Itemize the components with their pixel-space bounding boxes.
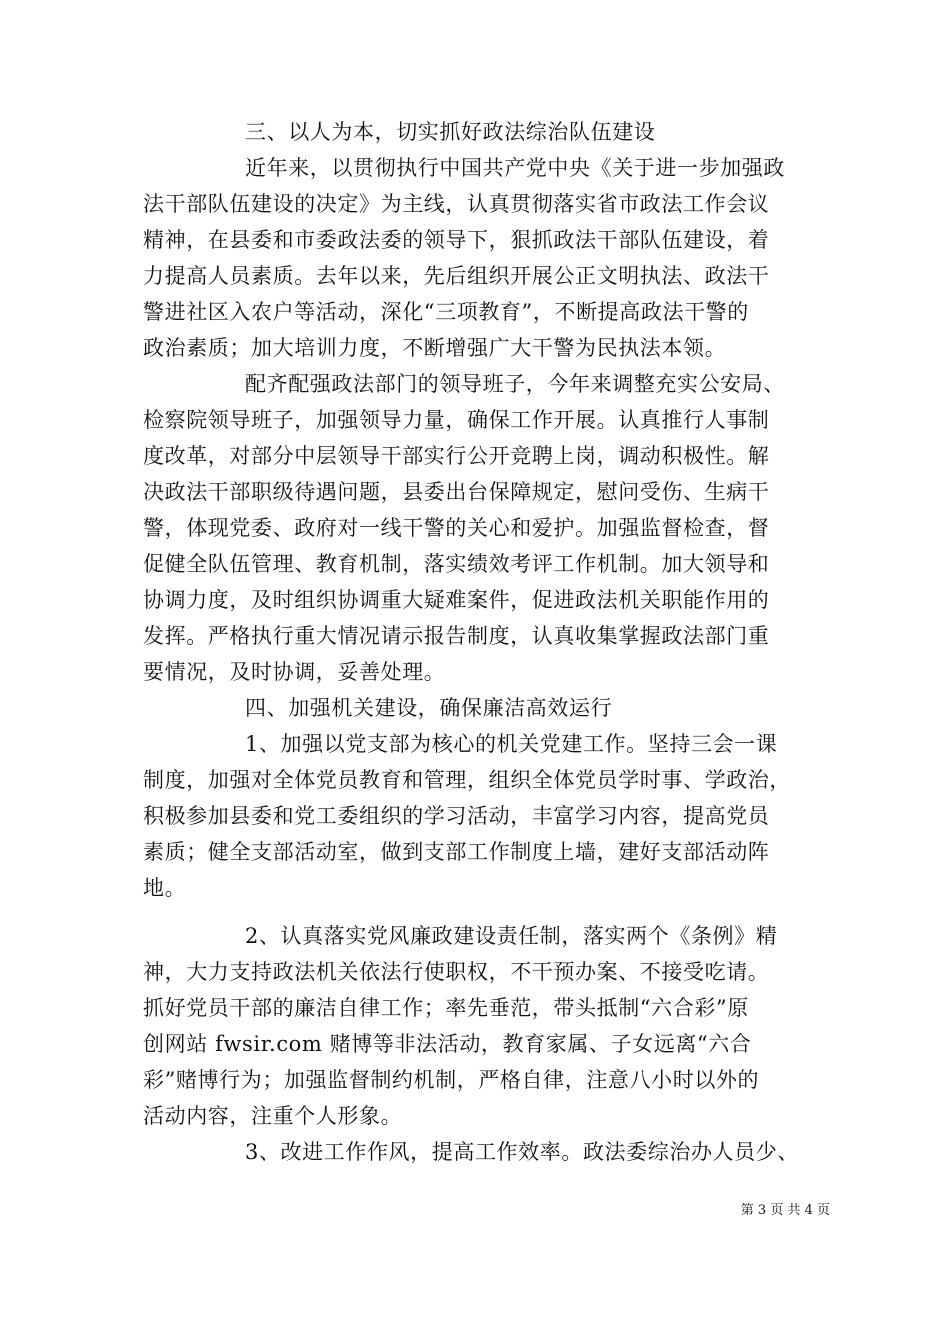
paragraph-4-line: 神，大力支持政法机关依法行使职权，不干预办案、不接受吃请。 [143, 960, 770, 984]
paragraph-4-line: 彩”赌博行为；加强监督制约机制，严格自律，注意八小时以外的 [143, 1068, 760, 1092]
paragraph-2-line: 警，体现党委、政府对一线干警的关心和爱护。加强监督检查，督 [143, 516, 770, 540]
paragraph-3-line: 素质；健全支部活动室，做到支部工作制度上墙，建好支部活动阵 [143, 840, 770, 864]
paragraph-3-line: 制度，加强对全体党员教育和管理，组织全体党员学时事、学政治， [143, 768, 791, 792]
section-heading-4: 四、加强机关建设，确保廉洁高效运行 [245, 696, 613, 720]
paragraph-2-line: 检察院领导班子，加强领导力量，确保工作开展。认真推行人事制 [143, 408, 770, 432]
paragraph-4-line: 2、认真落实党风廉政建设责任制，落实两个《条例》精 [245, 924, 778, 948]
paragraph-3-line: 积极参加县委和党工委组织的学习活动，丰富学习内容，提高党员 [143, 804, 770, 828]
paragraph-2-line: 发挥。严格执行重大情况请示报告制度，认真收集掌握政法部门重 [143, 624, 770, 648]
paragraph-4-line: 抓好党员干部的廉洁自律工作；率先垂范，带头抵制“六合彩”原 [143, 996, 749, 1020]
paragraph-2-line: 促健全队伍管理、教育机制，落实绩效考评工作机制。加大领导和 [143, 552, 770, 576]
paragraph-2-line: 决政法干部职级待遇问题，县委出台保障规定，慰问受伤、生病干 [143, 480, 770, 504]
paragraph-1-line: 法干部队伍建设的决定》为主线，认真贯彻落实省市政法工作会议 [143, 192, 770, 216]
paragraph-4-line: 活动内容，注重个人形象。 [143, 1104, 403, 1128]
paragraph-1-line: 政治素质；加大培训力度，不断增强广大干警为民执法本领。 [143, 336, 727, 360]
paragraph-3-line: 地。 [143, 876, 187, 900]
paragraph-2-line: 配齐配强政法部门的领导班子，今年来调整充实公安局、 [245, 372, 785, 396]
paragraph-2-line: 度改革，对部分中层领导干部实行公开竞聘上岗，调动积极性。解 [143, 444, 770, 468]
paragraph-5-line: 3、改进工作作风，提高工作效率。政法委综治办人员少、 [245, 1140, 799, 1164]
paragraph-3-line: 1、加强以党支部为核心的机关党建工作。坚持三会一课 [245, 732, 778, 756]
paragraph-1-line: 精神，在县委和市委政法委的领导下，狠抓政法干部队伍建设，着 [143, 228, 770, 252]
paragraph-1-line: 近年来，以贯彻执行中国共产党中央《关于进一步加强政 [245, 156, 785, 180]
paragraph-1-line: 警进社区入农户等活动，深化“三项教育”，不断提高政法干警的 [143, 300, 749, 324]
section-heading-3: 三、以人为本，切实抓好政法综治队伍建设 [245, 120, 656, 144]
paragraph-4-line: 创网站 fwsir.com 赌博等非法活动，教育家属、子女远离“六合 [143, 1032, 752, 1056]
paragraph-1-line: 力提高人员素质。去年以来，先后组织开展公正文明执法、政法干 [143, 264, 770, 288]
page-number-footer: 第 3 页 共 4 页 [740, 1203, 830, 1218]
paragraph-2-line: 协调力度，及时组织协调重大疑难案件，促进政法机关职能作用的 [143, 588, 770, 612]
paragraph-2-line: 要情况，及时协调，妥善处理。 [143, 660, 446, 684]
